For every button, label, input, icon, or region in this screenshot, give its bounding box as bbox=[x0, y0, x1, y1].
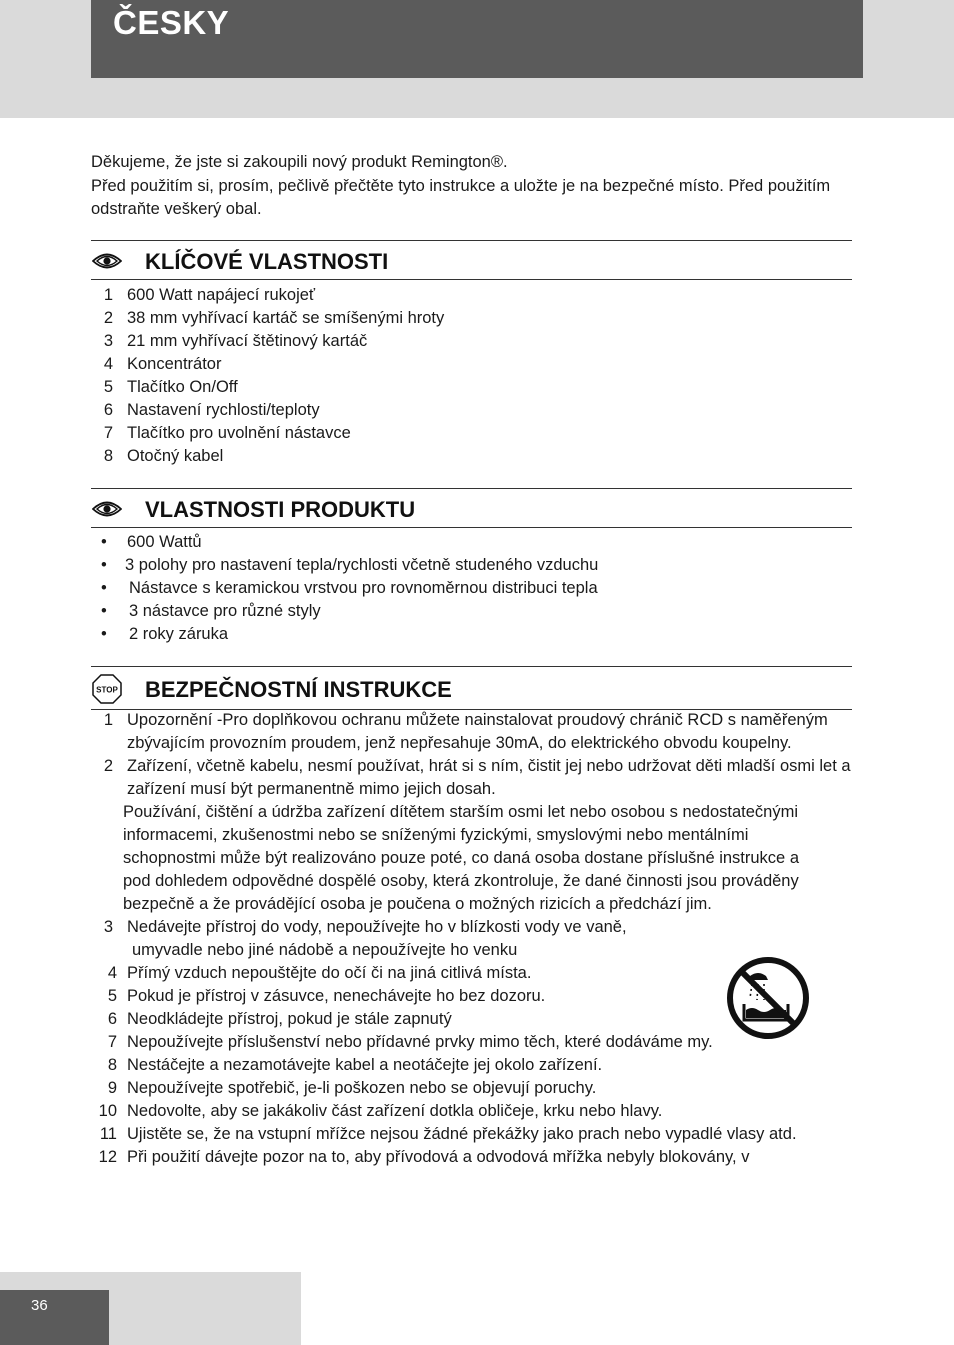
list-item: 8 Nestáčejte a nezamotávejte kabel a neotáčejte jej okolo zařízení. bbox=[107, 1056, 603, 1074]
list-item: 9 Nepoužívejte spotřebič, je-li poškozen nebo se objevují poruchy. bbox=[107, 1079, 597, 1097]
section-header-product bbox=[91, 488, 852, 528]
section-title-product: VLASTNOSTI PRODUKTU bbox=[145, 497, 416, 522]
list-item: 12 Při použití dávejte pozor na to, aby přívodová a odvodová mřížka nebyly blokovány, v bbox=[98, 1148, 750, 1166]
intro-line-2: Před použitím si, prosím, pečlivě přečtěte tyto instrukce a uložte je na bezpečné místo. Před použitím odstraňte veškerý obal. bbox=[91, 176, 831, 218]
page-number: 36 bbox=[31, 1297, 48, 1314]
list-item: 4 Přímý vzduch nepouštějte do očí či na jiná citlivá místa. bbox=[107, 964, 532, 982]
list-item: 3 21 mm vyhřívací štětinový kartáč bbox=[103, 332, 368, 350]
list-item: • Nástavce s keramickou vrstvou pro rovnoměrnou distribuci tepla bbox=[101, 579, 598, 597]
stop-icon-label: STOP bbox=[96, 685, 118, 695]
page-number-box bbox=[0, 1290, 109, 1345]
list-item: 1 600 Watt napájecí rukojeť bbox=[103, 286, 316, 304]
no-water-icon bbox=[726, 956, 810, 1040]
safety-list bbox=[91, 709, 853, 1169]
intro-text bbox=[91, 151, 851, 222]
list-item: 11 Ujistěte se, že na vstupní mřížce nejsou žádné překážky jako prach nebo vypadlé vlasy atd. bbox=[99, 1125, 797, 1143]
list-item: 2 38 mm vyhřívací kartáč se smíšenými hroty bbox=[103, 309, 445, 327]
section-title-safety: BEZPEČNOSTNÍ INSTRUKCE bbox=[145, 677, 452, 702]
list-item: 6 Nastavení rychlosti/teploty bbox=[103, 401, 320, 419]
list-item: 7 Nepoužívejte příslušenství nebo přídavné prvky mimo těch, které dodáváme my. bbox=[107, 1033, 713, 1051]
features-list bbox=[91, 284, 853, 468]
list-item: 3 Nedávejte přístroj do vody, nepoužívejte ho v blízkosti vody ve vaně, umyvadle nebo jiné nádobě a nepoužívejte ho venku bbox=[103, 918, 627, 959]
list-item: • 600 Wattů bbox=[101, 533, 202, 551]
list-item: • 2 roky záruka bbox=[101, 625, 229, 643]
list-item: 2 Zařízení, včetně kabelu, nesmí používat, hrát si s ním, čistit jej nebo udržovat děti mladší osmi let a zařízení musí být permanentně mimo jejich dosah. bbox=[103, 757, 851, 798]
list-item: 6 Neodkládejte přístroj, pokud je stále zapnutý bbox=[107, 1010, 452, 1028]
language-header bbox=[91, 0, 863, 78]
list-item: 10 Nedovolte, aby se jakákoliv část zařízení dotkla obličeje, krku nebo hlavy. bbox=[98, 1102, 663, 1120]
eye-icon bbox=[92, 498, 122, 520]
list-item: 5 Tlačítko On/Off bbox=[103, 378, 238, 396]
section-header-features bbox=[91, 240, 852, 280]
intro-line-1: Děkujeme, že jste si zakoupili nový produkt Remington®. bbox=[91, 153, 508, 171]
product-list bbox=[91, 531, 853, 646]
stop-icon bbox=[92, 674, 122, 704]
list-item: 5 Pokud je přístroj v zásuvce, nenechávejte ho bez dozoru. bbox=[107, 987, 546, 1005]
list-item: 1 Upozornění -Pro doplňkovou ochranu můžete nainstalovat proudový chránič RCD s naměřeným zbývajícím provozním proudem, jenž nepřesahuje 30mA, do elektrického obvodu koupelny. bbox=[103, 711, 828, 752]
page-title: ČESKY bbox=[113, 4, 230, 41]
section-header-safety bbox=[91, 666, 852, 710]
list-item: • 3 polohy pro nastavení tepla/rychlosti včetně studeného vzduchu bbox=[101, 556, 599, 574]
list-item: 4 Koncentrátor bbox=[103, 355, 222, 373]
eye-icon bbox=[92, 250, 122, 272]
list-item: 8 Otočný kabel bbox=[103, 447, 224, 465]
section-title-features: KLÍČOVÉ VLASTNOSTI bbox=[145, 249, 389, 274]
list-item: Používání, čištění a údržba zařízení dítětem starším osmi let nebo osobou s nedostatečnými informacemi, zkušenostmi nebo se sníženými fyzickými, smyslovými nebo mentálními schopnostmi může být realizováno pouze poté, co daná osoba dostane příslušné instrukce a pod dohledem odpovědné dospělé osoby, která zkontroluje, že dané činnosti jsou prováděny bezpečně a že provádějící osoba je poučena o možných rizicích a předchází jim. bbox=[123, 803, 799, 913]
list-item: 7 Tlačítko pro uvolnění nástavce bbox=[103, 424, 351, 442]
list-item: • 3 nástavce pro různé styly bbox=[101, 602, 321, 620]
